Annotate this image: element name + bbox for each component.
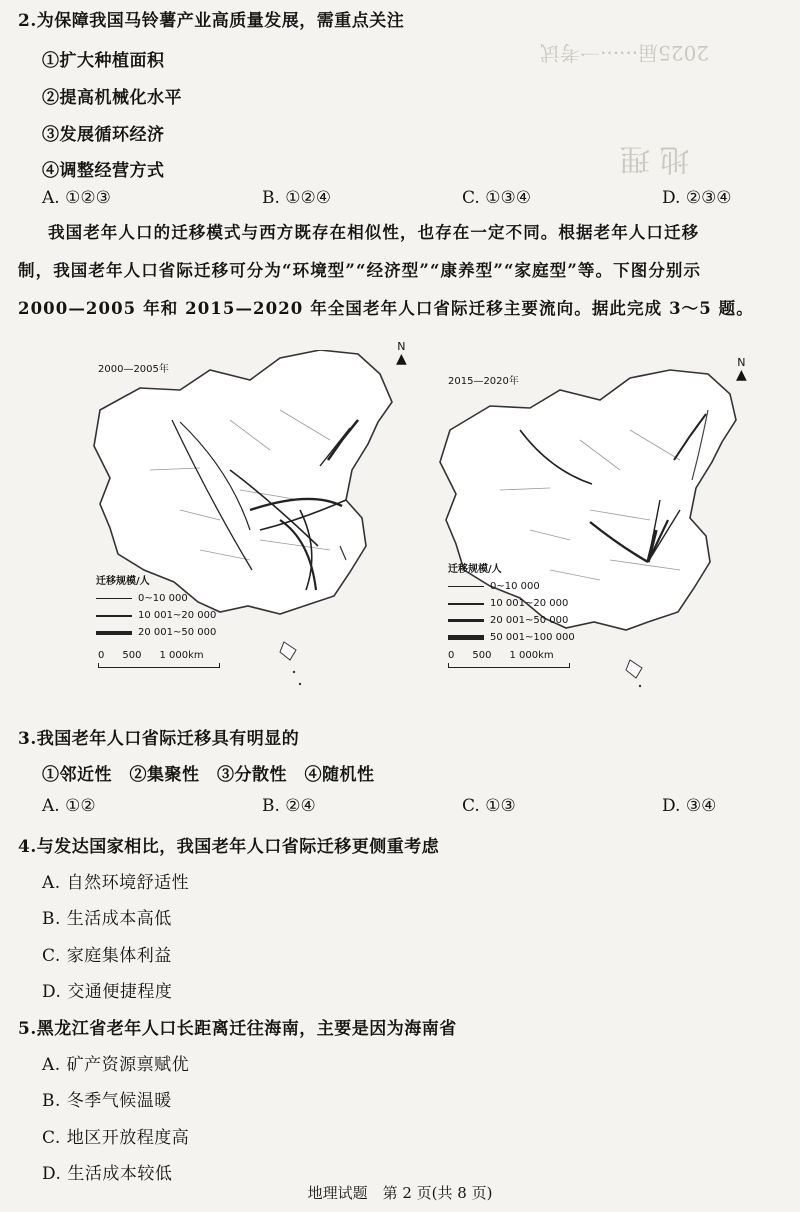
- q2-item-3: ③发展循环经济: [42, 125, 165, 145]
- passage-line-1: 我国老年人口的迁移模式与西方既存在相似性，也存在一定不同。根据老年人口迁移: [48, 223, 700, 242]
- q3-items: ①邻近性 ②集聚性 ③分散性 ④随机性: [42, 765, 375, 785]
- scale-label: 1 000km: [509, 650, 554, 661]
- q3-option-a: A. ①②: [42, 796, 96, 816]
- q2-option-c: C. ①③④: [462, 188, 531, 208]
- q2-item-1: ①扩大种植面积: [42, 51, 165, 71]
- legend-swatch: [96, 615, 132, 617]
- bleed-through-text: 地 理: [620, 141, 690, 176]
- page-footer: 地理试题 第 2 页(共 8 页): [307, 1184, 493, 1202]
- q2-item-2: ②提高机械化水平: [42, 88, 182, 108]
- q2-option-b: B. ①②④: [262, 188, 332, 208]
- map-right-period: 2015—2020年: [448, 376, 519, 387]
- passage-line-3: 2000—2005 年和 2015—2020 年全国老年人口省际迁移主要流向。据此完成 3～5 题。: [18, 299, 754, 318]
- q5-option-c: C. 地区开放程度高: [42, 1128, 190, 1148]
- q5-option-b: B. 冬季气候温暖: [42, 1091, 172, 1111]
- legend-left: [96, 572, 216, 641]
- q3-option-c: C. ①③: [462, 796, 516, 816]
- q3-stem: 3.我国老年人口省际迁移具有明显的: [18, 729, 300, 749]
- legend-swatch: [448, 586, 484, 587]
- q2-option-a: A. ①②③: [42, 188, 111, 208]
- scale-bar-left: [98, 650, 248, 668]
- legend-swatch: [448, 619, 484, 622]
- legend-swatch: [96, 598, 132, 599]
- q3-option-d: D. ③④: [662, 796, 717, 816]
- passage-line-2: 制，我国老年人口省际迁移可分为“环境型”“经济型”“康养型”“家庭型”等。下图分别示: [18, 261, 702, 280]
- legend-label: 10 001~20 000: [138, 610, 217, 621]
- scale-label: 500: [472, 650, 492, 661]
- legend-swatch: [448, 635, 484, 640]
- q5-option-a: A. 矿产资源禀赋优: [42, 1055, 190, 1075]
- legend-label: 10 001~20 000: [490, 598, 569, 609]
- scale-label: 500: [122, 650, 142, 661]
- legend-label: 20 001~50 000: [490, 615, 569, 626]
- legend-swatch: [448, 603, 484, 605]
- scale-bar-right: [448, 650, 598, 668]
- bleed-through-text: 2025届······一考试: [540, 41, 710, 65]
- legend-label: 0~10 000: [490, 581, 540, 592]
- q4-option-c: C. 家庭集体利益: [42, 946, 172, 966]
- north-label: N: [397, 340, 406, 353]
- q4-stem: 4.与发达国家相比，我国老年人口省际迁移更侧重考虑: [18, 837, 440, 857]
- legend-right: [448, 560, 575, 646]
- legend-title: 迁移规模/人: [96, 576, 150, 587]
- legend-title: 迁移规模/人: [448, 564, 502, 575]
- legend-label: 20 001~50 000: [138, 627, 217, 638]
- q2-option-d: D. ②③④: [662, 188, 732, 208]
- map-2015-2020: [430, 350, 770, 695]
- q2-stem: 2.为保障我国马铃薯产业高质量发展，需重点关注: [18, 11, 405, 31]
- legend-swatch: [96, 631, 132, 635]
- north-label: N: [737, 356, 746, 369]
- q4-option-b: B. 生活成本高低: [42, 909, 172, 929]
- map-2000-2005: [80, 340, 420, 695]
- q5-stem: 5.黑龙江省老年人口长距离迁往海南，主要是因为海南省: [18, 1019, 457, 1039]
- q4-option-a: A. 自然环境舒适性: [42, 873, 190, 893]
- scale-label: 1 000km: [159, 650, 204, 661]
- legend-label: 50 001~100 000: [490, 632, 575, 643]
- china-outline-left: [80, 350, 420, 695]
- map-left-period: 2000—2005年: [98, 364, 169, 375]
- q5-option-d: D. 生活成本较低: [42, 1164, 173, 1184]
- north-arrow-icon: N ▲: [396, 340, 407, 367]
- q3-option-b: B. ②④: [262, 796, 316, 816]
- legend-label: 0~10 000: [138, 593, 188, 604]
- north-arrow-icon: N ▲: [736, 356, 747, 383]
- scale-label: 0: [448, 650, 455, 661]
- q4-option-d: D. 交通便捷程度: [42, 982, 173, 1002]
- scale-label: 0: [98, 650, 105, 661]
- q2-item-4: ④调整经营方式: [42, 161, 165, 181]
